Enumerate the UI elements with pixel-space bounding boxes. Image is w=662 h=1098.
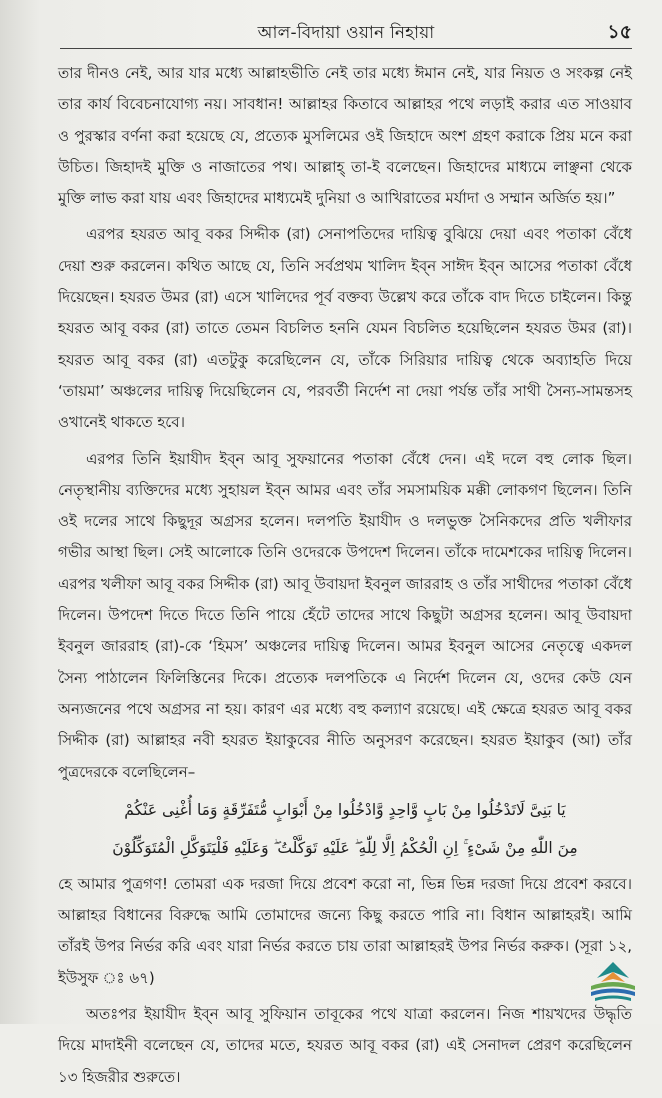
paragraph-1: তার দীনও নেই, আর যার মধ্যে আল্লাহভীতি নেই তার মধ্যে ঈমান নেই, যার নিয়ত ও সংকল্প নেই তার কার্য বিবেচনাযোগ্য নয়। সাবধান! আল্লাহর কিতাবে আল্লাহর পথে লড়াই করার এত সাওয়াব ও পুরস্কার বর্ণনা করা হয়েছে যে, প্রত্যেক মুসলিমের ওই জিহাদে অংশ গ্রহণ করাকে প্রিয় মনে করা উচিত। জিহাদই মুক্তি ও নাজাতের পথ। আল্লাহ্ তা-ই বলেছেন। জিহাদের মাধ্যমে লাঞ্ছনা থেকে মুক্তি লাভ করা যায় এবং জিহাদের মাধ্যমেই দুনিয়া ও আখিরাতের মর্যাদা ও সম্মান অর্জিত হয়।”	[58, 64, 632, 208]
header-rule	[60, 48, 632, 49]
page-header	[60, 14, 632, 44]
closing-paragraph: অতঃপর ইয়াযীদ ইব্‌ন আবূ সুফিয়ান তাবূকের পথে যাত্রা করলেন। নিজ শায়খদের উদ্ধৃতি দিয়ে মাদাইনী বলেছেন যে, তাদের মতে, হযরত আবূ বকর (রা) এই সেনাদল প্রেরণ করেছিলেন ১৩ হিজরীর শুরুতে।	[58, 1005, 632, 1086]
paragraph-2: এরপর হযরত আবূ বকর সিদ্দীক (রা) সেনাপতিদের দায়িত্ব বুঝিয়ে দেয়া এবং পতাকা বেঁধে দেয়া শুরু করলেন। কথিত আছে যে, তিনি সর্বপ্রথম খালিদ ইব্‌ন সাঈদ ইব্‌ন আসের পতাকা বেঁধে দিয়েছেন। হযরত উমর (রা) এসে খালিদের পূর্ব বক্তব্য উল্লেখ করে তাঁকে বাদ দিতে চাইলেন। কিন্তু হযরত আবূ বকর (রা) তাতে তেমন বিচলিত হননি যেমন বিচলিত হয়েছিলেন হযরত উমর (রা)। হযরত আবূ বকর (রা) এতটুকু করেছিলেন যে, তাঁকে সিরিয়ার দায়িত্ব থেকে অব্যাহতি দিয়ে ‘তায়মা’ অঞ্চলের দায়িত্ব দিয়েছিলেন যে, পরবর্তী নির্দেশ না দেয়া পর্যন্ত তাঁর সাথী সৈন্য-সামন্তসহ ওখানেই থাকতে হবে।	[58, 225, 632, 432]
arabic-verse-line-2: مِنَ اللّٰهِ مِنْ شَىْءٍ ۚ اِنِ الْحُكْمُ اِلَّا لِلّٰهِ ۖ عَلَيْهِ تَوَكَّلْتُ ۖ وَعَلَيْهِ فَلْيَتَوَكَّلِ الْمُتَوَكِّلُوْنَ	[112, 838, 578, 857]
arabic-verse-line-1: يَا بَنِىَّ لَاتَدْخُلُوا مِنْ بَابٍ وَّاحِدٍ وَّادْخُلُوا مِنْ أَبْوَابٍ مُّتَفَرِّقَةٍ وَمَا أُغْنِى عَنْكُمْ	[124, 800, 566, 819]
publisher-logo-icon	[585, 960, 641, 1006]
paragraph-3: এরপর তিনি ইয়াযীদ ইব্‌ন আবূ সুফয়ানের পতাকা বেঁধে দেন। এই দলে বহু লোক ছিল। নেতৃস্থানীয় ব্যক্তিদের মধ্যে সুহায়ল ইব্‌ন আমর এবং তাঁর সমসাময়িক মক্কী লোকগণ ছিলেন। তিনি ওই দলের সাথে কিছুদূর অগ্রসর হলেন। দলপতি ইয়াযীদ ও দলভুক্ত সৈনিকদের প্রতি খলীফার গভীর আস্থা ছিল। সেই আলোকে তিনি ওদেরকে উপদেশ দিলেন। তাঁকে দামেশকের দায়িত্ব দিলেন। এরপর খলীফা আবূ বকর সিদ্দীক (রা) আবূ উবায়দা ইবনুল জাররাহ ও তাঁর সাথীদের পতাকা বেঁধে দিলেন। উপদেশ দিতে দিতে তিনি পায়ে হেঁটে তাদের সাথে কিছুটা অগ্রসর হলেন। আবূ উবায়দা ইবনুল জাররাহ (রা)-কে ‘হিমস’ অঞ্চলের দায়িত্ব দিলেন। আমর ইবনুল আসের নেতৃত্বে একদল সৈন্য পাঠালেন ফিলিস্তিনের দিকে। প্রত্যেক দলপতিকে এ নির্দেশ দিলেন যে, ওদের কেউ যেন অন্যজনের পথে অগ্রসর না হয়। কারণ এর মধ্যে বহু কল্যাণ রয়েছে। এই ক্ষেত্রে হযরত আবূ বকর সিদ্দীক (রা) আল্লাহর নবী হযরত ইয়াকুবের নীতি অনুসরণ করেছেন। হযরত ইয়াকুব (আ) তাঁর পুত্রদেরকে বলেছিলেন–	[58, 449, 632, 781]
body-text	[58, 58, 632, 1098]
verse-translation: হে আমার পুত্রগণ! তোমরা এক দরজা দিয়ে প্রবেশ করো না, ভিন্ন ভিন্ন দরজা দিয়ে প্রবেশ করবে। আল্লাহর বিধানের বিরুদ্ধে আমি তোমাদের জন্যে কিছু করতে পারি না। বিধান আল্লাহরই। আমি তাঁরই উপর নির্ভর করি এবং যারা নির্ভর করতে চায় তারা আল্লাহরই উপর নির্ভর করুক। (সূরা ১২, ইউসুফ ঃ ৬৭)	[58, 874, 632, 987]
page-number: ১৫	[607, 21, 632, 43]
running-title: আল-বিদায়া ওয়ান নিহায়া	[257, 23, 435, 43]
